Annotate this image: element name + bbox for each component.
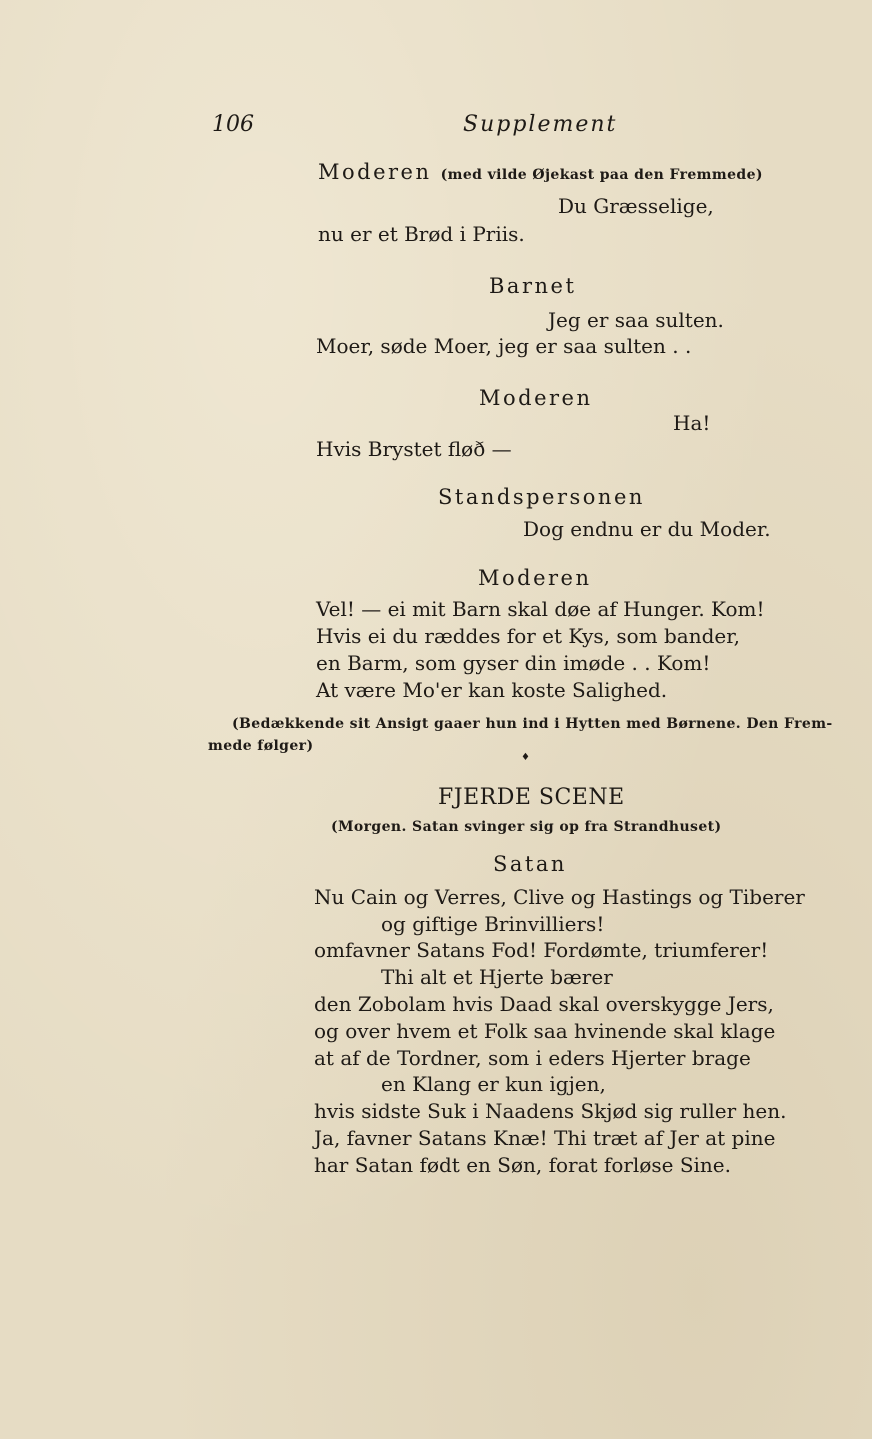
verse-line: den Zobolam hvis Daad skal overskygge Jers,	[314, 992, 774, 1016]
verse-line: og giftige Brinvilliers!	[381, 912, 605, 936]
verse-line: Jeg er saa sulten.	[548, 308, 724, 332]
verse-line: har Satan født en Søn, forat forløse Sine.	[314, 1153, 731, 1177]
stage-direction: (Bedækkende sit Ansigt gaaer hun ind i Hytten med Børnene. Den Frem-	[232, 716, 833, 732]
scene-direction: (Morgen. Satan svinger sig op fra Strandhuset)	[331, 819, 722, 835]
speaker-line	[318, 160, 763, 184]
scene-title: FJERDE SCENE	[438, 785, 625, 810]
verse-line: Ha!	[673, 411, 711, 435]
stage-direction: mede følger)	[208, 738, 314, 754]
ornament-icon: ♦	[521, 752, 530, 763]
verse-line: en Klang er kun igjen,	[381, 1072, 606, 1096]
verse-line: Moer, søde Moer, jeg er saa sulten . .	[316, 334, 692, 358]
verse-line: At være Mo'er kan koste Salighed.	[316, 678, 668, 702]
verse-line: Hvis Brystet fløð —	[316, 437, 512, 461]
verse-line: Thi alt et Hjerte bærer	[381, 965, 613, 989]
speaker-name: Moderen	[318, 160, 432, 184]
verse-line: Du Græsselige,	[558, 194, 714, 218]
speaker-name: Moderen	[478, 566, 592, 590]
verse-line: og over hvem et Folk saa hvinende skal klage	[314, 1019, 776, 1043]
speaker-name: Standspersonen	[438, 485, 645, 509]
verse-line: hvis sidste Suk i Naadens Skjød sig ruller hen.	[314, 1099, 787, 1123]
verse-line: nu er et Brød i Priis.	[318, 222, 525, 246]
verse-line: en Barm, som gyser din imøde . . Kom!	[316, 651, 711, 675]
speaker-name: Satan	[493, 852, 567, 876]
verse-line: at af de Tordner, som i eders Hjerter brage	[314, 1046, 751, 1070]
verse-line: Dog endnu er du Moder.	[523, 517, 771, 541]
verse-line: Ja, favner Satans Knæ! Thi træt af Jer at pine	[314, 1126, 776, 1150]
verse-line: omfavner Satans Fod! Fordømte, triumferer!	[314, 938, 769, 962]
speaker-name: Moderen	[479, 386, 593, 410]
verse-line: Vel! — ei mit Barn skal døe af Hunger. Kom!	[316, 597, 765, 621]
speaker-name: Barnet	[489, 274, 577, 298]
page-number: 106	[212, 112, 254, 137]
verse-line: Nu Cain og Verres, Clive og Hastings og Tiberer	[314, 885, 805, 909]
running-title: Supplement	[463, 112, 618, 137]
verse-line: Hvis ei du ræddes for et Kys, som bander,	[316, 624, 740, 648]
stage-direction-inline: (med vilde Øjekast paa den Fremmede)	[440, 167, 763, 183]
